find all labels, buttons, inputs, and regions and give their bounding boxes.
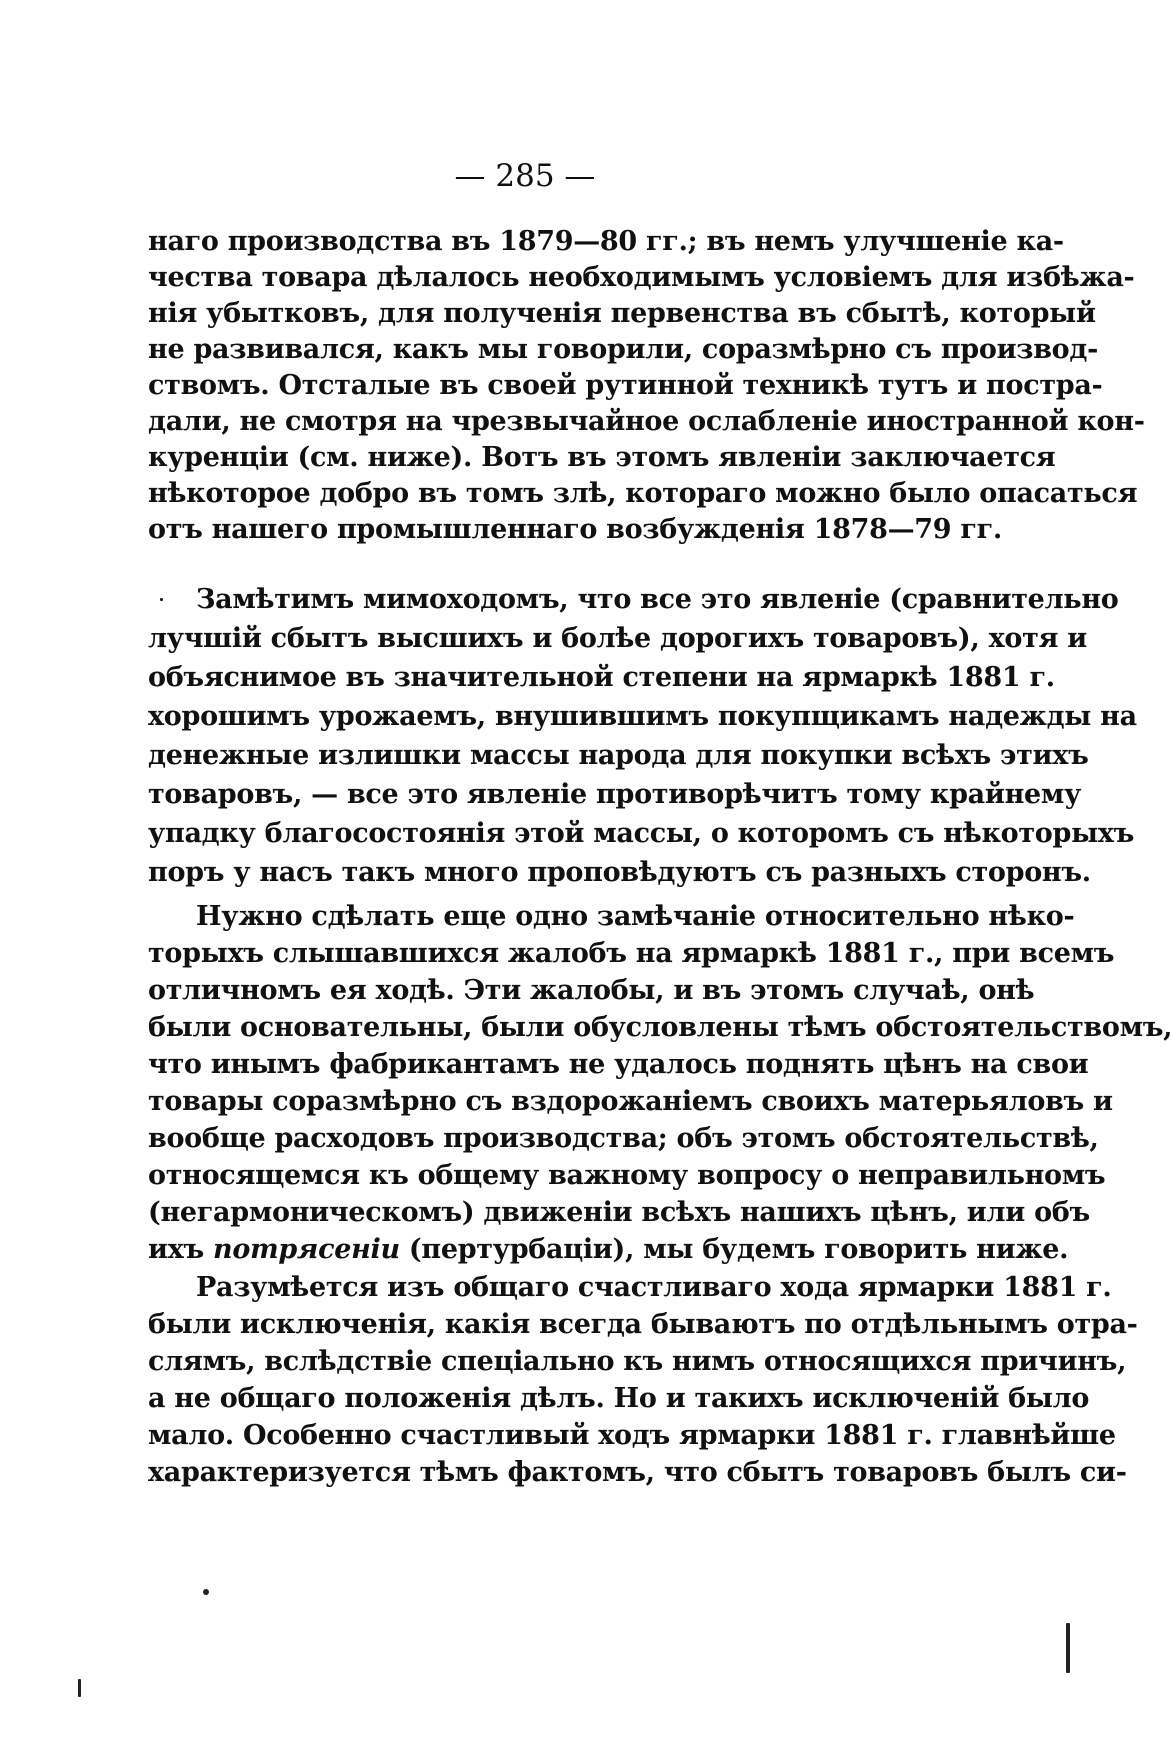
text-line: не развивался, какъ мы говорили, соразмѣрно съ производ- [148,334,1098,365]
text-line: Нужно сдѣлать еще одно замѣчаніе относительно нѣко- [196,901,1075,932]
text-line: нія убытковъ, для полученія первенства въ сбытѣ, который [148,298,1096,329]
text-line: мало. Особенно счастливый ходъ ярмарки 1881 г. главнѣйше [148,1420,1116,1451]
text-line: упадку благосостоянія этой массы, о которомъ съ нѣкоторыхъ [148,818,1135,849]
text-fragment: ихъ [148,1234,214,1265]
text-line: товары соразмѣрно съ вздорожаніемъ своихъ матерьяловъ и [148,1086,1113,1117]
scan-speck [1066,1623,1070,1673]
scan-speck [203,1589,209,1595]
text-line: (негармоническомъ) движеніи всѣхъ нашихъ цѣнъ, или объ [148,1197,1090,1228]
text-line: денежные излишки массы народа для покупки всѣхъ этихъ [148,740,1089,771]
text-line: а не общаго положенія дѣлъ. Но и такихъ исключеній было [148,1383,1090,1414]
scan-speck [160,598,163,601]
text-line: слямъ, вслѣдствіе спеціально къ нимъ относящихся причинъ, [148,1346,1127,1377]
page-number: — 285 — [454,158,596,194]
text-fragment: (пертурбаціи), мы будемъ говорить ниже. [399,1234,1069,1265]
text-line-with-italic [148,1230,1069,1270]
text-line: относящемся къ общему важному вопросу о неправильномъ [148,1160,1106,1191]
text-line: объяснимое въ значительной степени на ярмаркѣ 1881 г. [148,662,1055,693]
text-line: товаровъ, — все это явленіе противорѣчитъ тому крайнему [148,779,1082,810]
text-line: вообще расходовъ производства; объ этомъ обстоятельствѣ, [148,1123,1099,1154]
text-line: чества товара дѣлалось необходимымъ условіемъ для избѣжа- [148,262,1135,293]
text-line: лучшій сбытъ высшихъ и болѣе дорогихъ товаровъ), хотя и [148,623,1088,654]
text-line: наго производства въ 1879—80 гг.; въ немъ улучшеніе ка- [148,226,1064,257]
text-line: характеризуется тѣмъ фактомъ, что сбытъ товаровъ былъ си- [148,1457,1127,1488]
text-line: были основательны, были обусловлены тѣмъ обстоятельствомъ, [148,1012,1172,1043]
text-line: ствомъ. Отсталые въ своей рутинной техникѣ тутъ и пострa- [148,370,1103,401]
text-line: отличномъ ея ходѣ. Эти жалобы, и въ этомъ случаѣ, онѣ [148,975,1035,1006]
text-line: Замѣтимъ мимоходомъ, что все это явленіе (сравнительно [196,584,1119,615]
text-line: отъ нашего промышленнаго возбужденія 1878—79 гг. [148,514,1002,545]
text-line: дали, не смотря на чрезвычайное ослабленіе иностранной кон- [148,406,1145,437]
text-line: поръ у насъ такъ много проповѣдуютъ съ разныхъ сторонъ. [148,857,1091,888]
text-line: что инымъ фабрикантамъ не удалось поднять цѣнъ на свои [148,1049,1089,1080]
text-line: Разумѣется изъ общаго счастливаго хода ярмарки 1881 г. [196,1272,1112,1303]
text-line: торыхъ слышавшихся жалобъ на ярмаркѣ 1881 г., при всемъ [148,938,1115,969]
text-line: куренціи (см. ниже). Вотъ въ этомъ явленіи заключается [148,442,1056,473]
text-line: были исключенія, какія всегда бываютъ по отдѣльнымъ отра- [148,1309,1138,1340]
scan-speck [78,1679,81,1697]
text-line: нѣкоторое добро въ томъ злѣ, котораго можно было опасаться [148,478,1138,509]
italic-term: потрясеніи [213,1234,400,1265]
text-line: хорошимъ урожаемъ, внушившимъ покупщикамъ надежды на [148,701,1137,732]
